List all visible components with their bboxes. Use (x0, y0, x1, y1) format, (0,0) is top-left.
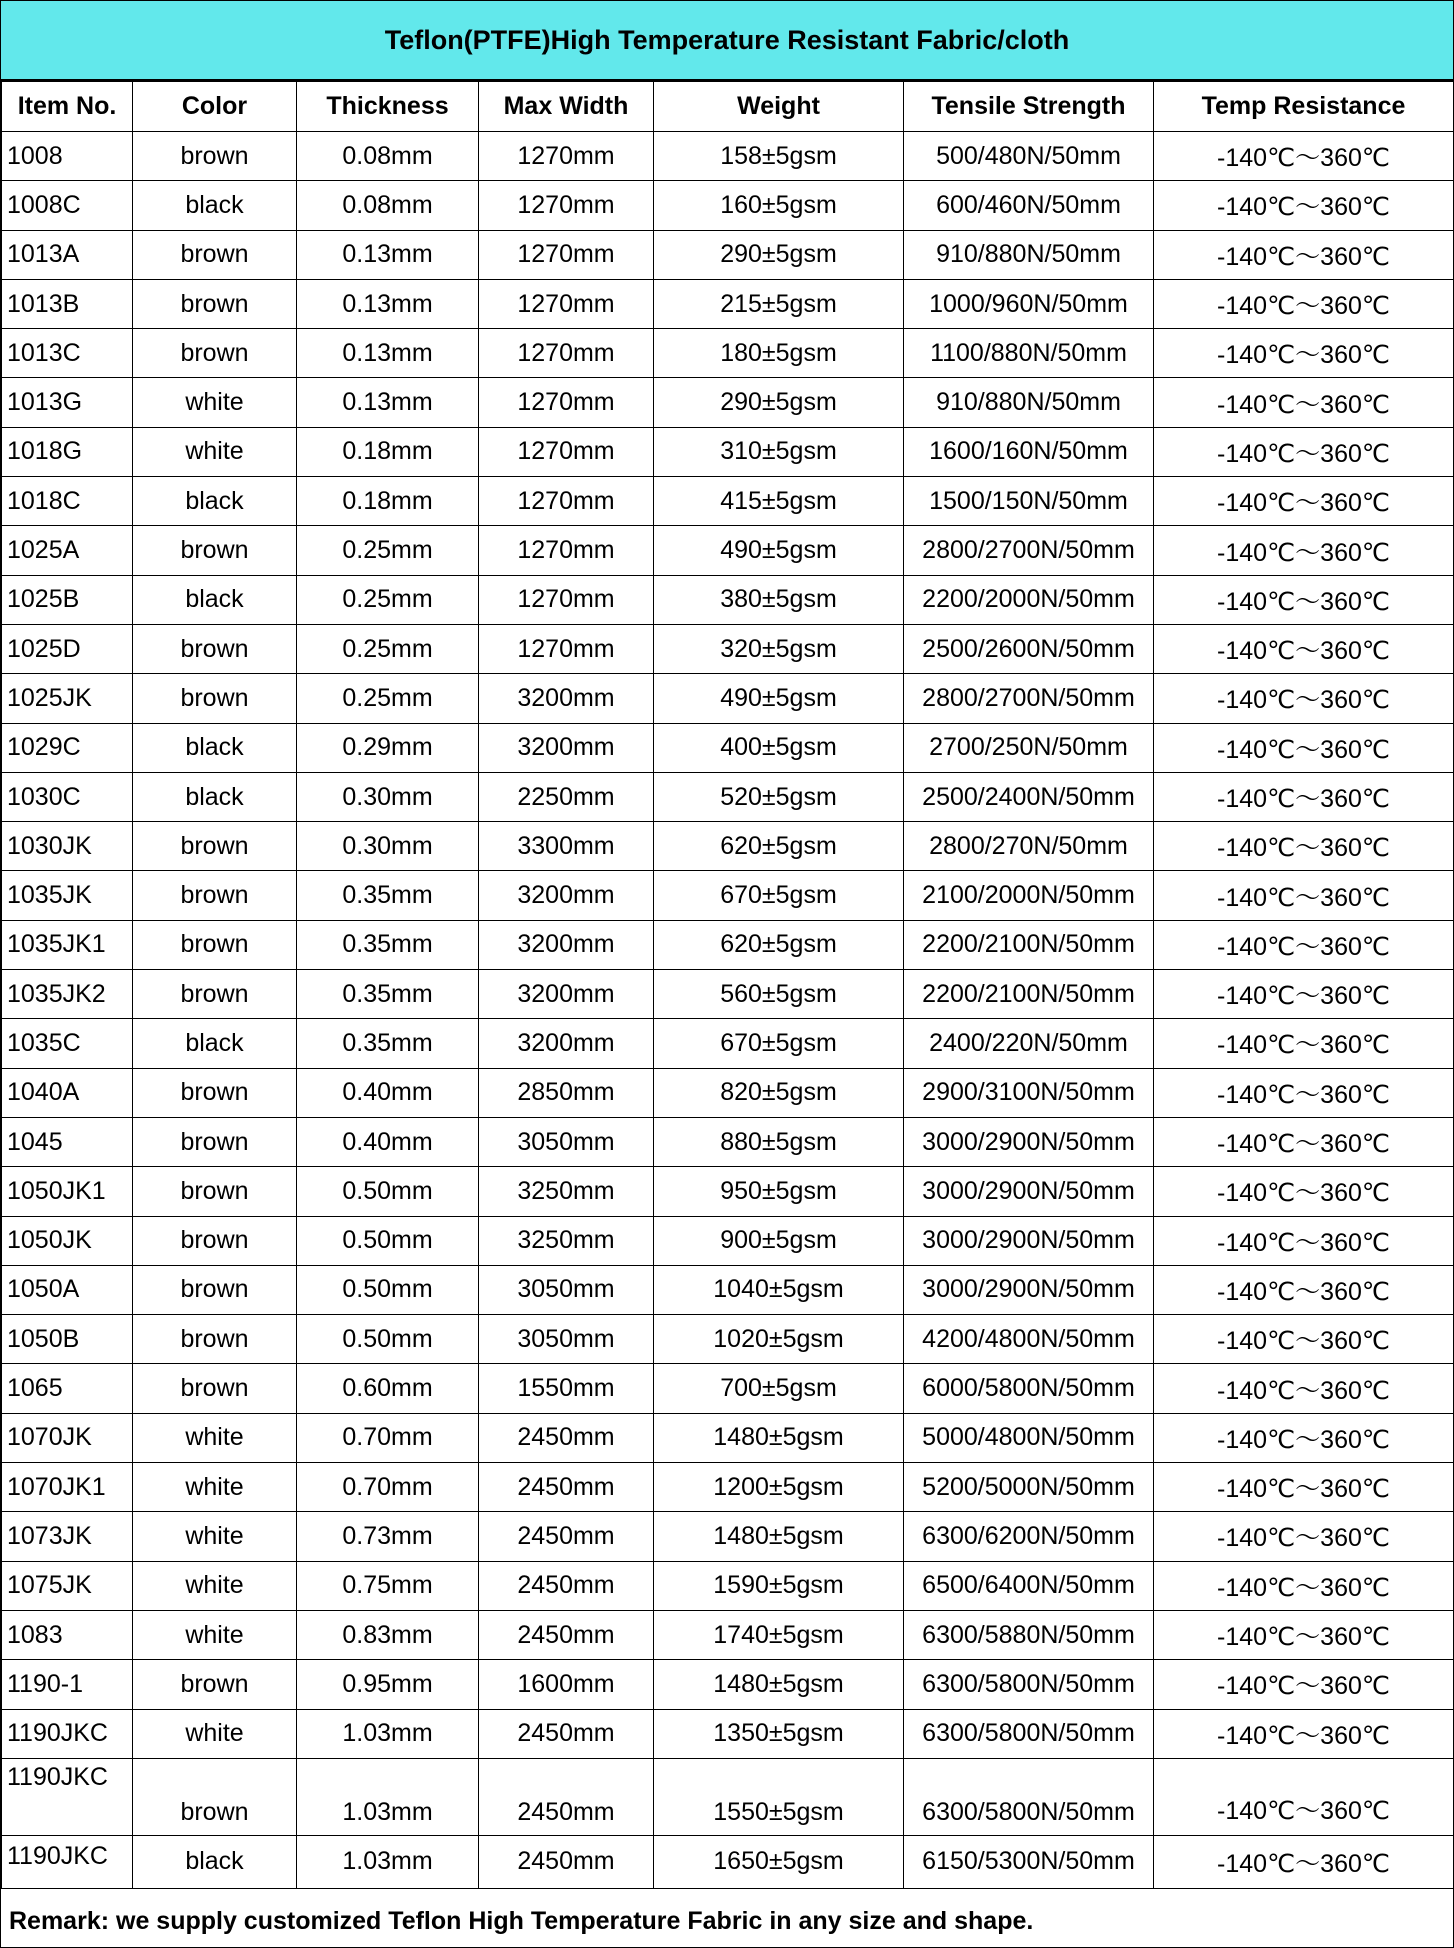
color-cell: white (133, 427, 297, 476)
tensile-strength-cell: 5200/5000N/50mm (904, 1463, 1154, 1512)
temp-resistance-cell: -140℃～360℃ (1154, 132, 1454, 181)
table-row (2, 1216, 1454, 1265)
item-no-cell: 1013A (2, 230, 133, 279)
weight-cell: 160±5gsm (654, 181, 904, 230)
color-cell: brown (133, 1364, 297, 1413)
max-width-cell: 1270mm (479, 427, 654, 476)
table-row (2, 624, 1454, 673)
item-no-cell: 1045 (2, 1117, 133, 1166)
tensile-strength-cell: 2500/2600N/50mm (904, 624, 1154, 673)
item-no-cell: 1035C (2, 1019, 133, 1068)
item-no-cell: 1070JK (2, 1413, 133, 1462)
color-cell: brown (133, 1315, 297, 1364)
max-width-cell: 3200mm (479, 674, 654, 723)
item-no-cell: 1050JK (2, 1216, 133, 1265)
tensile-strength-cell: 500/480N/50mm (904, 132, 1154, 181)
temp-resistance-cell: -140℃～360℃ (1154, 624, 1454, 673)
weight-cell: 1480±5gsm (654, 1660, 904, 1709)
item-no-cell: 1035JK (2, 871, 133, 920)
item-no-cell: 1025D (2, 624, 133, 673)
temp-resistance-cell: -140℃～360℃ (1154, 1216, 1454, 1265)
tensile-strength-cell: 2700/250N/50mm (904, 723, 1154, 772)
weight-cell: 310±5gsm (654, 427, 904, 476)
color-cell: black (133, 1019, 297, 1068)
thickness-cell: 0.35mm (297, 1019, 479, 1068)
max-width-cell: 2450mm (479, 1413, 654, 1462)
weight-cell: 490±5gsm (654, 526, 904, 575)
thickness-cell: 0.30mm (297, 822, 479, 871)
max-width-cell: 1270mm (479, 279, 654, 328)
column-header-thickness: Thickness (297, 82, 479, 132)
tensile-strength-cell: 1000/960N/50mm (904, 279, 1154, 328)
table-row (2, 378, 1454, 427)
color-cell: brown (133, 329, 297, 378)
max-width-cell: 1270mm (479, 181, 654, 230)
remark-note: Remark: we supply customized Teflon High Temperature Fabric in any size and shape. (9, 1907, 1034, 1935)
max-width-cell: 3200mm (479, 1019, 654, 1068)
max-width-cell: 2450mm (479, 1835, 654, 1888)
column-header-color: Color (133, 82, 297, 132)
max-width-cell: 1270mm (479, 624, 654, 673)
color-cell: black (133, 772, 297, 821)
weight-cell: 1040±5gsm (654, 1265, 904, 1314)
temp-resistance-cell: -140℃～360℃ (1154, 772, 1454, 821)
max-width-cell: 3050mm (479, 1117, 654, 1166)
max-width-cell: 3200mm (479, 970, 654, 1019)
max-width-cell: 3250mm (479, 1167, 654, 1216)
color-cell: black (133, 723, 297, 772)
table-row (2, 526, 1454, 575)
weight-cell: 620±5gsm (654, 822, 904, 871)
color-cell: brown (133, 970, 297, 1019)
item-no-cell: 1018C (2, 477, 133, 526)
tensile-strength-cell: 2800/2700N/50mm (904, 526, 1154, 575)
temp-resistance-cell: -140℃～360℃ (1154, 1413, 1454, 1462)
tensile-strength-cell: 2200/2000N/50mm (904, 575, 1154, 624)
thickness-cell: 1.03mm (297, 1758, 479, 1835)
color-cell: black (133, 1835, 297, 1888)
item-no-cell: 1083 (2, 1610, 133, 1659)
temp-resistance-cell: -140℃～360℃ (1154, 920, 1454, 969)
max-width-cell: 1270mm (479, 378, 654, 427)
table-row (2, 970, 1454, 1019)
tensile-strength-cell: 2800/270N/50mm (904, 822, 1154, 871)
max-width-cell: 1270mm (479, 230, 654, 279)
color-cell: brown (133, 822, 297, 871)
weight-cell: 950±5gsm (654, 1167, 904, 1216)
thickness-cell: 0.13mm (297, 279, 479, 328)
thickness-cell: 0.35mm (297, 920, 479, 969)
max-width-cell: 3200mm (479, 920, 654, 969)
color-cell: black (133, 575, 297, 624)
tensile-strength-cell: 4200/4800N/50mm (904, 1315, 1154, 1364)
thickness-cell: 0.25mm (297, 624, 479, 673)
table-row (2, 871, 1454, 920)
max-width-cell: 2250mm (479, 772, 654, 821)
tensile-strength-cell: 6300/5800N/50mm (904, 1709, 1154, 1758)
table-row (2, 822, 1454, 871)
item-no-cell: 1008C (2, 181, 133, 230)
max-width-cell: 3050mm (479, 1315, 654, 1364)
max-width-cell: 1600mm (479, 1660, 654, 1709)
item-no-cell: 1190-1 (2, 1660, 133, 1709)
table-row (2, 1019, 1454, 1068)
thickness-cell: 0.50mm (297, 1315, 479, 1364)
item-no-cell: 1025JK (2, 674, 133, 723)
max-width-cell: 2450mm (479, 1709, 654, 1758)
max-width-cell: 2450mm (479, 1512, 654, 1561)
temp-resistance-cell: -140℃～360℃ (1154, 526, 1454, 575)
table-row (2, 132, 1454, 181)
max-width-cell: 3250mm (479, 1216, 654, 1265)
weight-cell: 215±5gsm (654, 279, 904, 328)
color-cell: brown (133, 526, 297, 575)
color-cell: black (133, 477, 297, 526)
table-row (2, 427, 1454, 476)
color-cell: brown (133, 230, 297, 279)
temp-resistance-cell: -140℃～360℃ (1154, 1512, 1454, 1561)
temp-resistance-cell: -140℃～360℃ (1154, 970, 1454, 1019)
color-cell: brown (133, 871, 297, 920)
tensile-strength-cell: 2500/2400N/50mm (904, 772, 1154, 821)
max-width-cell: 2450mm (479, 1758, 654, 1835)
table-row (2, 1709, 1454, 1758)
temp-resistance-cell: -140℃～360℃ (1154, 279, 1454, 328)
tensile-strength-cell: 1100/880N/50mm (904, 329, 1154, 378)
item-no-cell: 1035JK1 (2, 920, 133, 969)
max-width-cell: 3200mm (479, 871, 654, 920)
weight-cell: 380±5gsm (654, 575, 904, 624)
item-no-cell: 1030C (2, 772, 133, 821)
item-no-cell: 1030JK (2, 822, 133, 871)
tensile-strength-cell: 2100/2000N/50mm (904, 871, 1154, 920)
temp-resistance-cell: -140℃～360℃ (1154, 1561, 1454, 1610)
temp-resistance-cell: -140℃～360℃ (1154, 427, 1454, 476)
tensile-strength-cell: 910/880N/50mm (904, 230, 1154, 279)
weight-cell: 670±5gsm (654, 1019, 904, 1068)
spec-table (1, 81, 1454, 1889)
tensile-strength-cell: 3000/2900N/50mm (904, 1265, 1154, 1314)
table-row (2, 1364, 1454, 1413)
tensile-strength-cell: 2900/3100N/50mm (904, 1068, 1154, 1117)
thickness-cell: 0.60mm (297, 1364, 479, 1413)
max-width-cell: 2450mm (479, 1561, 654, 1610)
temp-resistance-cell: -140℃～360℃ (1154, 871, 1454, 920)
color-cell: white (133, 1610, 297, 1659)
max-width-cell: 1550mm (479, 1364, 654, 1413)
weight-cell: 180±5gsm (654, 329, 904, 378)
temp-resistance-cell: -140℃～360℃ (1154, 822, 1454, 871)
item-no-cell: 1035JK2 (2, 970, 133, 1019)
tensile-strength-cell: 6500/6400N/50mm (904, 1561, 1154, 1610)
temp-resistance-cell: -140℃～360℃ (1154, 1068, 1454, 1117)
temp-resistance-cell: -140℃～360℃ (1154, 1463, 1454, 1512)
thickness-cell: 0.13mm (297, 329, 479, 378)
item-no-cell: 1190JKC (2, 1709, 133, 1758)
thickness-cell: 0.35mm (297, 871, 479, 920)
tensile-strength-cell: 910/880N/50mm (904, 378, 1154, 427)
item-no-cell: 1190JKC (2, 1835, 133, 1888)
thickness-cell: 0.29mm (297, 723, 479, 772)
table-row (2, 1660, 1454, 1709)
table-row (2, 1561, 1454, 1610)
item-no-cell: 1013B (2, 279, 133, 328)
weight-cell: 900±5gsm (654, 1216, 904, 1265)
page-title: Teflon(PTFE)High Temperature Resistant Fabric/cloth (1, 1, 1453, 81)
item-no-cell: 1013G (2, 378, 133, 427)
item-no-cell: 1025B (2, 575, 133, 624)
thickness-cell: 0.25mm (297, 674, 479, 723)
tensile-strength-cell: 3000/2900N/50mm (904, 1167, 1154, 1216)
weight-cell: 560±5gsm (654, 970, 904, 1019)
temp-resistance-cell: -140℃～360℃ (1154, 1117, 1454, 1166)
item-no-cell: 1029C (2, 723, 133, 772)
item-no-cell: 1040A (2, 1068, 133, 1117)
table-row (2, 920, 1454, 969)
table-row (2, 230, 1454, 279)
thickness-cell: 0.73mm (297, 1512, 479, 1561)
column-header-tensile-strength: Tensile Strength (904, 82, 1154, 132)
tensile-strength-cell: 6300/5800N/50mm (904, 1758, 1154, 1835)
thickness-cell: 0.70mm (297, 1463, 479, 1512)
max-width-cell: 1270mm (479, 132, 654, 181)
temp-resistance-cell: -140℃～360℃ (1154, 329, 1454, 378)
tensile-strength-cell: 3000/2900N/50mm (904, 1117, 1154, 1166)
color-cell: white (133, 1463, 297, 1512)
table-row (2, 477, 1454, 526)
max-width-cell: 1270mm (479, 575, 654, 624)
max-width-cell: 3300mm (479, 822, 654, 871)
thickness-cell: 0.83mm (297, 1610, 479, 1659)
table-row (2, 1117, 1454, 1166)
temp-resistance-cell: -140℃～360℃ (1154, 1758, 1454, 1835)
color-cell: white (133, 378, 297, 427)
table-row (2, 723, 1454, 772)
table-row (2, 1512, 1454, 1561)
table-row (2, 181, 1454, 230)
weight-cell: 620±5gsm (654, 920, 904, 969)
item-no-cell: 1075JK (2, 1561, 133, 1610)
thickness-cell: 0.50mm (297, 1265, 479, 1314)
column-header-max-width: Max Width (479, 82, 654, 132)
tensile-strength-cell: 3000/2900N/50mm (904, 1216, 1154, 1265)
temp-resistance-cell: -140℃～360℃ (1154, 723, 1454, 772)
tensile-strength-cell: 1500/150N/50mm (904, 477, 1154, 526)
color-cell: white (133, 1709, 297, 1758)
tensile-strength-cell: 6300/5880N/50mm (904, 1610, 1154, 1659)
temp-resistance-cell: -140℃～360℃ (1154, 1315, 1454, 1364)
thickness-cell: 0.40mm (297, 1068, 479, 1117)
thickness-cell: 0.25mm (297, 526, 479, 575)
thickness-cell: 0.50mm (297, 1216, 479, 1265)
color-cell: black (133, 181, 297, 230)
weight-cell: 880±5gsm (654, 1117, 904, 1166)
table-body (2, 132, 1454, 1889)
temp-resistance-cell: -140℃～360℃ (1154, 1610, 1454, 1659)
item-no-cell: 1065 (2, 1364, 133, 1413)
thickness-cell: 0.75mm (297, 1561, 479, 1610)
weight-cell: 700±5gsm (654, 1364, 904, 1413)
column-header-weight: Weight (654, 82, 904, 132)
item-no-cell: 1008 (2, 132, 133, 181)
max-width-cell: 2450mm (479, 1610, 654, 1659)
table-row (2, 674, 1454, 723)
color-cell: brown (133, 624, 297, 673)
table-row (2, 1315, 1454, 1364)
item-no-cell: 1070JK1 (2, 1463, 133, 1512)
max-width-cell: 1270mm (479, 477, 654, 526)
tensile-strength-cell: 1600/160N/50mm (904, 427, 1154, 476)
tensile-strength-cell: 6150/5300N/50mm (904, 1835, 1154, 1888)
item-no-cell: 1013C (2, 329, 133, 378)
thickness-cell: 0.18mm (297, 477, 479, 526)
weight-cell: 400±5gsm (654, 723, 904, 772)
weight-cell: 520±5gsm (654, 772, 904, 821)
weight-cell: 290±5gsm (654, 230, 904, 279)
thickness-cell: 0.70mm (297, 1413, 479, 1462)
thickness-cell: 0.08mm (297, 181, 479, 230)
item-no-cell: 1190JKC (2, 1758, 133, 1835)
max-width-cell: 3200mm (479, 723, 654, 772)
weight-cell: 1200±5gsm (654, 1463, 904, 1512)
temp-resistance-cell: -140℃～360℃ (1154, 1364, 1454, 1413)
temp-resistance-cell: -140℃～360℃ (1154, 1265, 1454, 1314)
temp-resistance-cell: -140℃～360℃ (1154, 575, 1454, 624)
temp-resistance-cell: -140℃～360℃ (1154, 477, 1454, 526)
temp-resistance-cell: -140℃～360℃ (1154, 181, 1454, 230)
item-no-cell: 1050A (2, 1265, 133, 1314)
weight-cell: 1350±5gsm (654, 1709, 904, 1758)
color-cell: white (133, 1413, 297, 1462)
weight-cell: 290±5gsm (654, 378, 904, 427)
color-cell: brown (133, 1216, 297, 1265)
weight-cell: 1650±5gsm (654, 1835, 904, 1888)
color-cell: brown (133, 279, 297, 328)
color-cell: brown (133, 1117, 297, 1166)
thickness-cell: 1.03mm (297, 1709, 479, 1758)
table-row (2, 1068, 1454, 1117)
thickness-cell: 0.25mm (297, 575, 479, 624)
color-cell: brown (133, 1758, 297, 1835)
weight-cell: 158±5gsm (654, 132, 904, 181)
thickness-cell: 0.13mm (297, 378, 479, 427)
table-row (2, 1610, 1454, 1659)
tensile-strength-cell: 6300/6200N/50mm (904, 1512, 1154, 1561)
table-row (2, 1835, 1454, 1888)
table-row (2, 329, 1454, 378)
table-row (2, 1265, 1454, 1314)
color-cell: brown (133, 920, 297, 969)
tensile-strength-cell: 6300/5800N/50mm (904, 1660, 1154, 1709)
thickness-cell: 0.95mm (297, 1660, 479, 1709)
color-cell: white (133, 1561, 297, 1610)
weight-cell: 415±5gsm (654, 477, 904, 526)
temp-resistance-cell: -140℃～360℃ (1154, 1709, 1454, 1758)
column-header-temp-resistance: Temp Resistance (1154, 82, 1454, 132)
item-no-cell: 1018G (2, 427, 133, 476)
tensile-strength-cell: 2800/2700N/50mm (904, 674, 1154, 723)
color-cell: brown (133, 1265, 297, 1314)
tensile-strength-cell: 2200/2100N/50mm (904, 970, 1154, 1019)
thickness-cell: 0.40mm (297, 1117, 479, 1166)
table-row (2, 1758, 1454, 1835)
weight-cell: 1480±5gsm (654, 1413, 904, 1462)
table-row (2, 279, 1454, 328)
thickness-cell: 0.35mm (297, 970, 479, 1019)
item-no-cell: 1025A (2, 526, 133, 575)
color-cell: brown (133, 132, 297, 181)
color-cell: brown (133, 1167, 297, 1216)
weight-cell: 490±5gsm (654, 674, 904, 723)
tensile-strength-cell: 600/460N/50mm (904, 181, 1154, 230)
weight-cell: 320±5gsm (654, 624, 904, 673)
weight-cell: 1740±5gsm (654, 1610, 904, 1659)
weight-cell: 820±5gsm (654, 1068, 904, 1117)
max-width-cell: 2850mm (479, 1068, 654, 1117)
color-cell: brown (133, 1660, 297, 1709)
table-header-row (2, 82, 1454, 132)
temp-resistance-cell: -140℃～360℃ (1154, 1167, 1454, 1216)
color-cell: brown (133, 1068, 297, 1117)
thickness-cell: 0.50mm (297, 1167, 479, 1216)
temp-resistance-cell: -140℃～360℃ (1154, 674, 1454, 723)
table-row (2, 1413, 1454, 1462)
thickness-cell: 0.13mm (297, 230, 479, 279)
max-width-cell: 1270mm (479, 526, 654, 575)
max-width-cell: 1270mm (479, 329, 654, 378)
table-row (2, 1167, 1454, 1216)
color-cell: white (133, 1512, 297, 1561)
weight-cell: 1590±5gsm (654, 1561, 904, 1610)
table-row (2, 1463, 1454, 1512)
temp-resistance-cell: -140℃～360℃ (1154, 378, 1454, 427)
tensile-strength-cell: 2400/220N/50mm (904, 1019, 1154, 1068)
weight-cell: 1550±5gsm (654, 1758, 904, 1835)
thickness-cell: 0.08mm (297, 132, 479, 181)
table-row (2, 772, 1454, 821)
temp-resistance-cell: -140℃～360℃ (1154, 1660, 1454, 1709)
weight-cell: 1020±5gsm (654, 1315, 904, 1364)
tensile-strength-cell: 2200/2100N/50mm (904, 920, 1154, 969)
max-width-cell: 2450mm (479, 1463, 654, 1512)
table-row (2, 575, 1454, 624)
item-no-cell: 1050JK1 (2, 1167, 133, 1216)
max-width-cell: 3050mm (479, 1265, 654, 1314)
temp-resistance-cell: -140℃～360℃ (1154, 1835, 1454, 1888)
item-no-cell: 1073JK (2, 1512, 133, 1561)
weight-cell: 1480±5gsm (654, 1512, 904, 1561)
color-cell: brown (133, 674, 297, 723)
tensile-strength-cell: 6000/5800N/50mm (904, 1364, 1154, 1413)
tensile-strength-cell: 5000/4800N/50mm (904, 1413, 1154, 1462)
column-header-item-no: Item No. (2, 82, 133, 132)
item-no-cell: 1050B (2, 1315, 133, 1364)
temp-resistance-cell: -140℃～360℃ (1154, 230, 1454, 279)
thickness-cell: 0.30mm (297, 772, 479, 821)
temp-resistance-cell: -140℃～360℃ (1154, 1019, 1454, 1068)
thickness-cell: 1.03mm (297, 1835, 479, 1888)
weight-cell: 670±5gsm (654, 871, 904, 920)
thickness-cell: 0.18mm (297, 427, 479, 476)
